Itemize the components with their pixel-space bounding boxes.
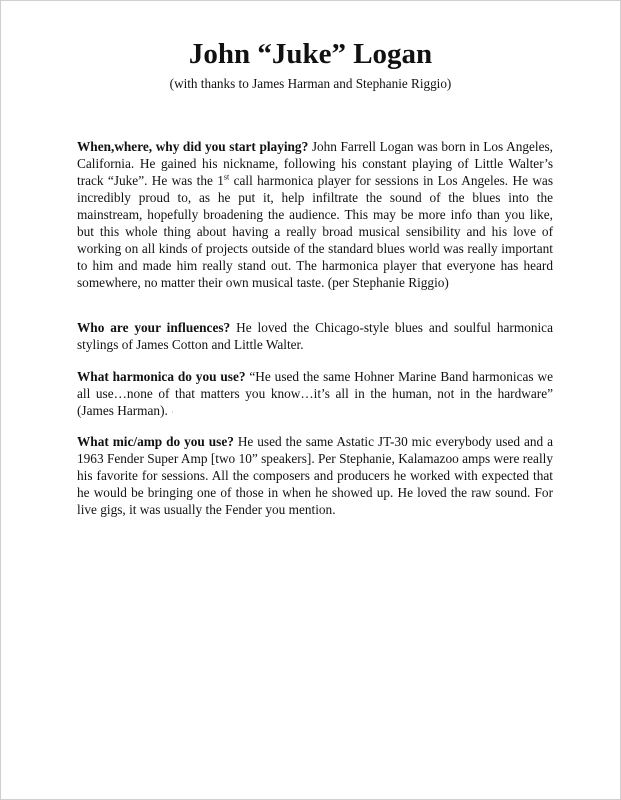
question-harmonica: What harmonica do you use? bbox=[77, 369, 246, 384]
trailing-mark: · bbox=[171, 408, 174, 417]
answer-start-playing-part1: John Farrell Logan was born in Los Angeles, California. He gained his nickname, following his constant playing of Little Walter’s track “Juke”. He was the 1 bbox=[77, 139, 553, 188]
page-title: John “Juke” Logan bbox=[188, 38, 433, 70]
qa-mic-amp bbox=[77, 433, 553, 518]
question-mic-amp: What mic/amp do you use? bbox=[77, 434, 234, 449]
answer-influences: He loved the Chicago-style blues and soulful harmonica stylings of James Cotton and Little Walter. bbox=[77, 320, 553, 352]
answer-start-playing-part2: call harmonica player for sessions in Los Angeles. He was incredibly proud to, as he put it, help infiltrate the sound of the blues into the mainstream, hopefully broadening the audience. This may be more info than you like, but this whole thing about having a really broad musical sensibility and his love of working on all kinds of projects outside of the standard blues world was really important to him and made him really stand out. The harmonica player that everyone has heard somewhere, no matter their own musical taste. (per Stephanie Riggio) bbox=[77, 173, 553, 290]
answer-start-playing-sup: st bbox=[223, 172, 230, 182]
question-start-playing: When,where, why did you start playing? bbox=[77, 139, 309, 154]
qa-start-playing bbox=[77, 138, 553, 291]
qa-influences bbox=[77, 319, 553, 353]
answer-harmonica: “He used the same Hohner Marine Band harmonicas we all use…none of that matters you know…it’s all in the human, not in the hardware” (James Harman). bbox=[77, 369, 553, 418]
question-influences: Who are your influences? bbox=[77, 320, 231, 335]
page-subtitle: (with thanks to James Harman and Stephanie Riggio) bbox=[169, 76, 452, 91]
answer-mic-amp: He used the same Astatic JT-30 mic everybody used and a 1963 Fender Super Amp [two 10” speakers]. Per Stephanie, Kalamazoo amps were really his favorite for sessions. All the composers and producers he worked with expected that he would be bringing one of those in when he showed up. He loved the raw sound. For live gigs, it was usually the Fender you mention. bbox=[77, 434, 553, 517]
qa-harmonica bbox=[77, 368, 553, 421]
